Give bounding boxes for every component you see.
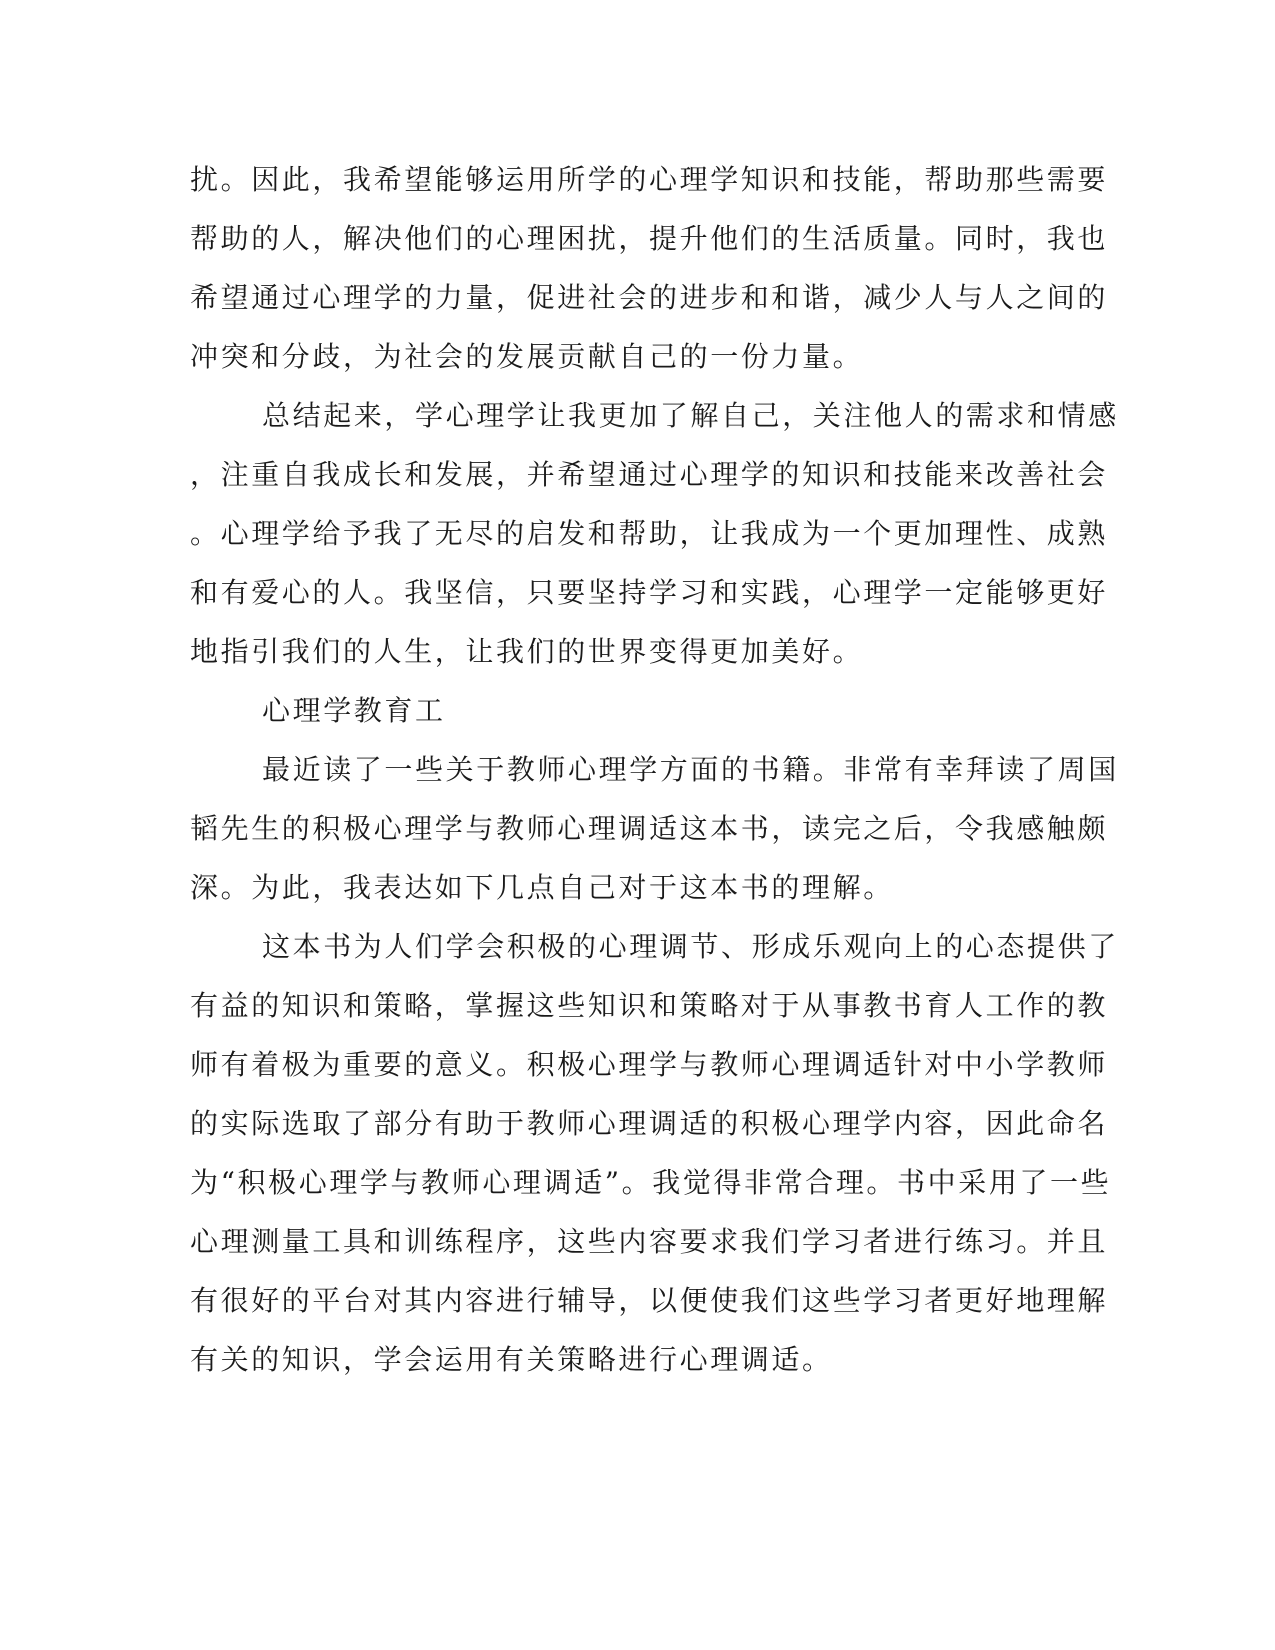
paragraph-first-line: 总结起来，学心理学让我更加了解自己，关注他人的需求和情感 (262, 399, 1119, 432)
text-line: 和有爱心的人。我坚信，只要坚持学习和实践，心理学一定能够更好 (190, 576, 1109, 609)
text-line: 有关的知识，学会运用有关策略进行心理调适。 (190, 1343, 833, 1376)
text-line: 韬先生的积极心理学与教师心理调适这本书，读完之后，令我感触颇 (190, 812, 1109, 845)
paragraph-first-line: 这本书为人们学会积极的心理调节、形成乐观向上的心态提供了 (262, 930, 1119, 963)
section-heading: 心理学教育工 (262, 694, 446, 727)
text-line: 为“积极心理学与教师心理调适”。我觉得非常合理。书中采用了一些 (190, 1166, 1112, 1199)
text-line: 心理测量工具和训练程序，这些内容要求我们学习者进行练习。并且 (190, 1225, 1109, 1258)
text-line: 。心理学给予我了无尽的启发和帮助，让我成为一个更加理性、成熟 (190, 517, 1109, 550)
text-line: 冲突和分歧，为社会的发展贡献自己的一份力量。 (190, 340, 864, 373)
paragraph-first-line: 最近读了一些关于教师心理学方面的书籍。非常有幸拜读了周国 (262, 753, 1119, 786)
text-line: 有益的知识和策略，掌握这些知识和策略对于从事教书育人工作的教 (190, 989, 1109, 1022)
text-line: 有很好的平台对其内容进行辅导，以便使我们这些学习者更好地理解 (190, 1284, 1109, 1317)
text-line: ，注重自我成长和发展，并希望通过心理学的知识和技能来改善社会 (190, 458, 1109, 491)
text-line: 地指引我们的人生，让我们的世界变得更加美好。 (190, 635, 864, 668)
text-line: 的实际选取了部分有助于教师心理调适的积极心理学内容，因此命名 (190, 1107, 1109, 1140)
text-line: 希望通过心理学的力量，促进社会的进步和和谐，减少人与人之间的 (190, 281, 1109, 314)
text-line: 帮助的人，解决他们的心理困扰，提升他们的生活质量。同时，我也 (190, 222, 1109, 255)
text-line: 扰。因此，我希望能够运用所学的心理学知识和技能，帮助那些需要 (190, 163, 1109, 196)
text-line: 深。为此，我表达如下几点自己对于这本书的理解。 (190, 871, 894, 904)
text-line: 师有着极为重要的意义。积极心理学与教师心理调适针对中小学教师 (190, 1048, 1109, 1081)
